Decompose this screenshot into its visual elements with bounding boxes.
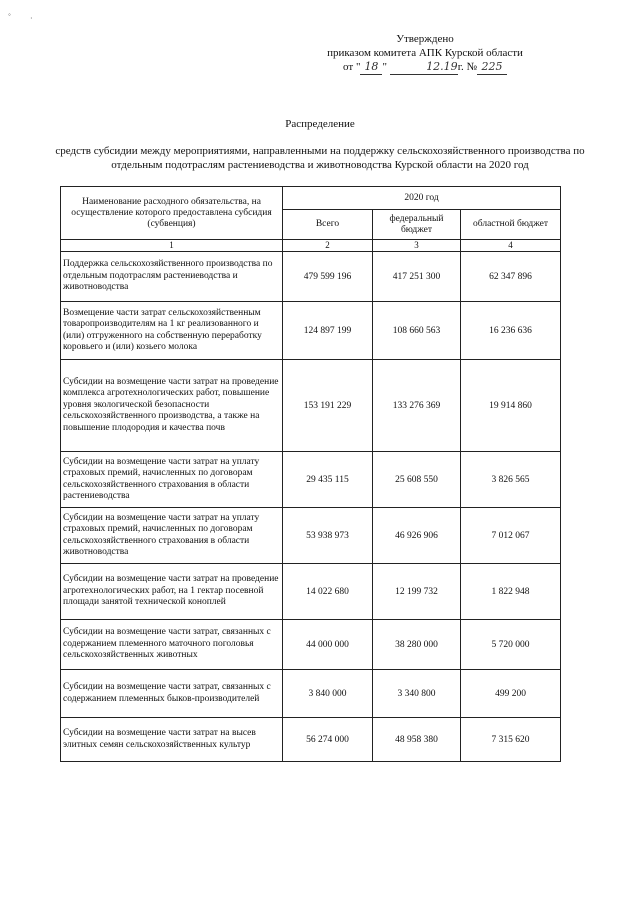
row-name: Субсидии на возмещение части затрат на уплату страховых премий, начисленных по договорам сельскохозяйственного страхования в области животноводства: [61, 508, 283, 564]
number-prefix: г. №: [457, 61, 477, 73]
row-regional: 7 315 620: [461, 718, 561, 762]
row-federal: 48 958 380: [373, 718, 461, 762]
page-title: Распределение: [285, 118, 355, 130]
header-total: Всего: [283, 210, 373, 240]
row-federal: 133 276 369: [373, 360, 461, 452]
row-total: 29 435 115: [283, 452, 373, 508]
row-name: Субсидии на возмещение части затрат на проведение комплекса агротехнологических работ, повышение уровня экологической безопасности сельскохозяйственного производства, а также на повышение плодородия и качества почв: [61, 360, 283, 452]
date-prefix: от ": [343, 61, 361, 73]
row-name: Возмещение части затрат сельскохозяйственным товаропроизводителям на 1 кг реализованного и (или) отгруженного на собственную переработку коровьего и (или) козьего молока: [61, 302, 283, 360]
row-regional: 7 012 067: [461, 508, 561, 564]
approval-label: Утверждено: [396, 33, 454, 45]
row-federal: 25 608 550: [373, 452, 461, 508]
table-row: [61, 508, 561, 564]
table-row: [61, 670, 561, 718]
header-name: Наименование расходного обязательства, на осуществление которого предоставлена субсидия (субвенция): [61, 187, 283, 240]
row-regional: 1 822 948: [461, 564, 561, 620]
row-federal: 3 340 800: [373, 670, 461, 718]
row-regional: 16 236 636: [461, 302, 561, 360]
order-number: 225: [477, 60, 507, 75]
approval-block: [310, 32, 540, 75]
scan-mark: ◦: [8, 10, 11, 19]
row-federal: 46 926 906: [373, 508, 461, 564]
row-total: 44 000 000: [283, 620, 373, 670]
row-federal: 417 251 300: [373, 252, 461, 302]
table-row: [61, 302, 561, 360]
date-day: 18: [360, 60, 382, 75]
row-regional: 3 826 565: [461, 452, 561, 508]
row-federal: 12 199 732: [373, 564, 461, 620]
approval-date: [310, 60, 540, 75]
col-number: 4: [461, 240, 561, 252]
row-total: 479 599 196: [283, 252, 373, 302]
column-number-row: [61, 240, 561, 252]
row-regional: 62 347 896: [461, 252, 561, 302]
header-year: 2020 год: [283, 187, 561, 210]
page-subtitle: средств субсидии между мероприятиями, направленными на поддержку сельскохозяйственного производства по отдельным подотраслям растениеводства и животноводства Курской области на 2020 год: [55, 145, 585, 171]
row-regional: 5 720 000: [461, 620, 561, 670]
row-federal: 108 660 563: [373, 302, 461, 360]
row-total: 53 938 973: [283, 508, 373, 564]
row-name: Субсидии на возмещение части затрат, связанных с содержанием племенных быков-производителей: [61, 670, 283, 718]
row-name: Субсидии на возмещение части затрат на высев элитных семян сельскохозяйственных культур: [61, 718, 283, 762]
row-regional: 499 200: [461, 670, 561, 718]
date-month: 12.19: [390, 60, 458, 75]
row-total: 56 274 000: [283, 718, 373, 762]
date-sep: ": [382, 61, 387, 73]
distribution-table: [60, 186, 561, 762]
row-total: 3 840 000: [283, 670, 373, 718]
header-regional: областной бюджет: [461, 210, 561, 240]
table-row: [61, 620, 561, 670]
table-row: [61, 252, 561, 302]
row-total: 124 897 199: [283, 302, 373, 360]
table-row: [61, 718, 561, 762]
row-name: Субсидии на возмещение части затрат, связанных с содержанием племенного маточного поголовья сельскохозяйственных животных: [61, 620, 283, 670]
table-row: [61, 360, 561, 452]
col-number: 2: [283, 240, 373, 252]
row-total: 153 191 229: [283, 360, 373, 452]
scan-mark: ·: [30, 14, 33, 23]
col-number: 3: [373, 240, 461, 252]
row-name: Субсидии на возмещение части затрат на проведение агротехнологических работ, на 1 гектар посевной площади занятой технической коноплей: [61, 564, 283, 620]
row-total: 14 022 680: [283, 564, 373, 620]
header-federal: федеральный бюджет: [373, 210, 461, 240]
row-name: Поддержка сельскохозяйственного производства по отдельным подотраслям растениеводства и животноводства: [61, 252, 283, 302]
row-federal: 38 280 000: [373, 620, 461, 670]
table-row: [61, 564, 561, 620]
table-row: [61, 452, 561, 508]
col-number: 1: [61, 240, 283, 252]
row-regional: 19 914 860: [461, 360, 561, 452]
row-name: Субсидии на возмещение части затрат на уплату страховых премий, начисленных по договорам сельскохозяйственного страхования в области растениеводства: [61, 452, 283, 508]
approval-order: приказом комитета АПК Курской области: [327, 47, 523, 59]
table-header-row: [61, 187, 561, 210]
